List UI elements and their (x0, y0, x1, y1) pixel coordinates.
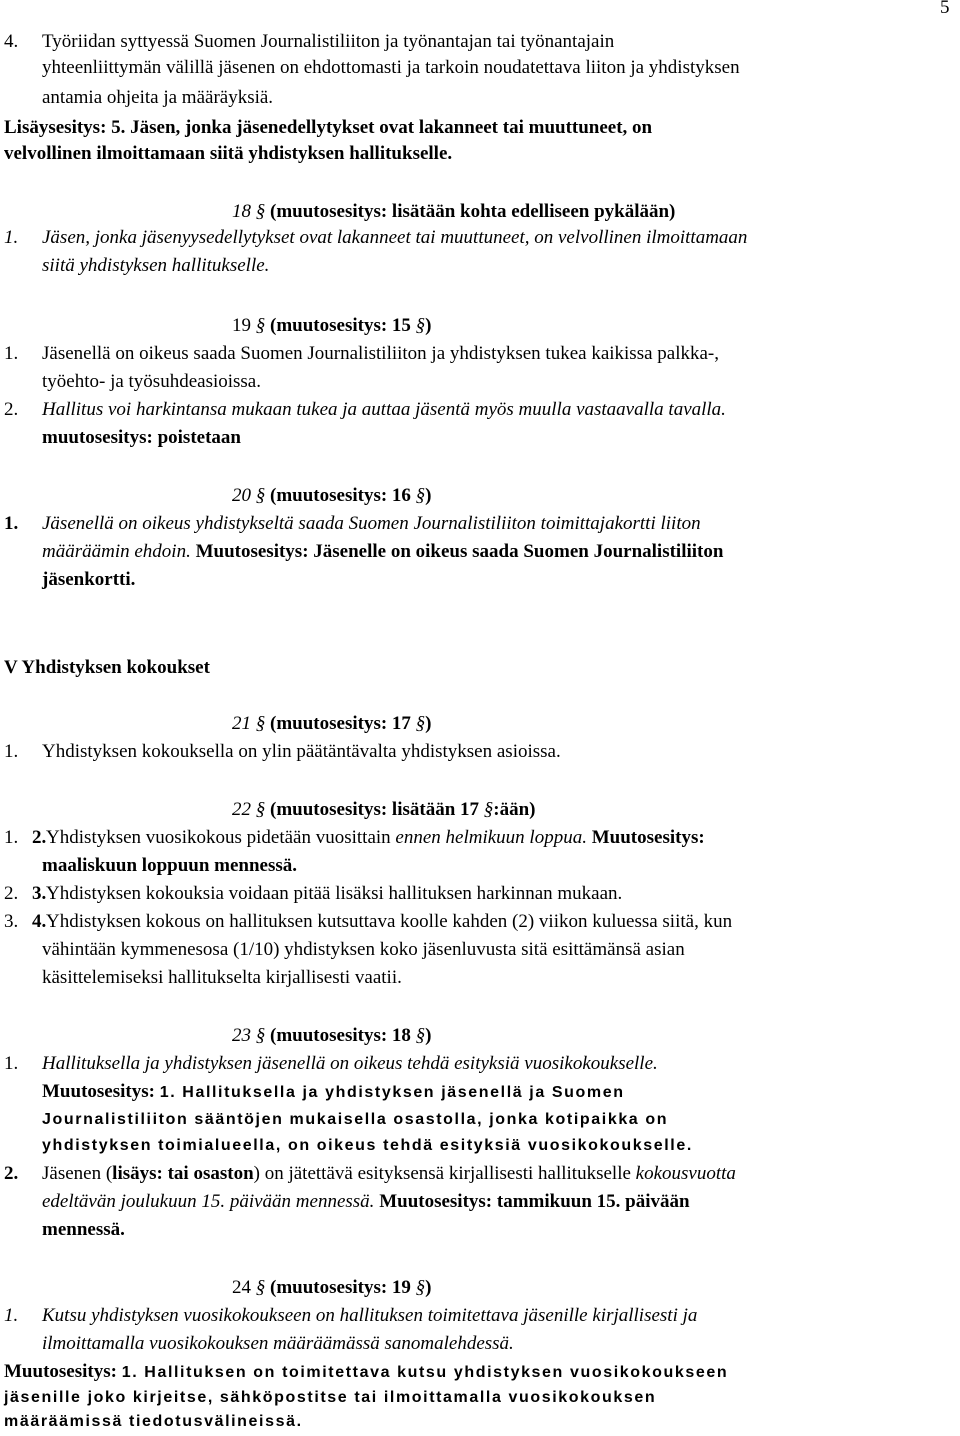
section-24-item-1: 1. Kutsu yhdistyksen vuosikokoukseen on hallituksen toimitettava jäsenille kirjallisesti ja (4, 1305, 698, 1326)
section-23-item-2-cont: edeltävän joulukuun 15. päivään mennessä. Muutosesitys: tammikuun 15. päivään (42, 1191, 690, 1212)
addition-5-line-2: velvollinen ilmoittamaan siitä yhdistyksen hallitukselle. (4, 143, 453, 164)
section-23-item-2: 2. Jäsenen (lisäys: tai osaston) on jätettävä esityksensä kirjallisesti hallitukselle kokousvuotta (4, 1163, 736, 1184)
section-20-item-1: 1. Jäsenellä on oikeus yhdistykseltä saada Suomen Journalistiliiton toimittajakortti liiton (4, 513, 701, 534)
section-19-item-1: 1. Jäsenellä on oikeus saada Suomen Journalistiliiton ja yhdistyksen tukea kaikissa palkka-, (4, 343, 720, 364)
item-4-line-1: 4. Työriidan syttyessä Suomen Journalistiliiton ja työnantajan tai työnantajain (4, 31, 615, 52)
section-24-amendment-line-2: jäsenille joko kirjeitse, sähköpostitse tai ilmoittamalla vuosikokouksen (4, 1389, 657, 1406)
section-22-item-a: 1. 2. Yhdistyksen vuosikokous pidetään vuosittain ennen helmikuun loppua. Muutosesitys: (4, 827, 705, 848)
section-20-item-1-cont: määräämin ehdoin. Muutosesitys: Jäsenelle on oikeus saada Suomen Journalistiliiton (42, 541, 724, 562)
section-23-item-2-end: mennessä. (42, 1219, 125, 1240)
section-20-item-1-end: jäsenkortti. (42, 569, 136, 590)
section-23-heading: 23 § (muutosesitys: 18 §) (232, 1025, 432, 1046)
section-22-item-c-cont-1: vähintään kymmenesosa (1/10) yhdistyksen koko jäsenluvusta sitä esittämänsä asian (42, 939, 685, 960)
section-24-amendment-line-1: Muutosesitys: 1. Hallituksen on toimitettava kutsu yhdistyksen vuosikokoukseen (4, 1361, 729, 1382)
section-23-amendment-line-3: yhdistyksen toimialueella, on oikeus tehdä esityksiä vuosikokoukselle. (42, 1137, 693, 1154)
addition-5-line-1: Lisäysesitys: 5. Jäsen, jonka jäsenedellytykset ovat lakanneet tai muuttuneet, on (4, 117, 653, 138)
section-18-item-1: 1. Jäsen, jonka jäsenyysedellytykset ovat lakanneet tai muuttuneet, on velvollinen ilmoittamaan (4, 227, 748, 248)
section-20-heading: 20 § (muutosesitys: 16 §) (232, 485, 432, 506)
section-19-heading: 19 § (muutosesitys: 15 §) (232, 315, 432, 336)
section-22-heading: 22 § (muutosesitys: lisätään 17 §:ään) (232, 799, 536, 820)
section-19-amendment: muutosesitys: poistetaan (42, 427, 241, 448)
section-18-item-1-cont: siitä yhdistyksen hallitukselle. (42, 255, 270, 276)
section-24-heading: 24 § (muutosesitys: 19 §) (232, 1277, 432, 1298)
section-22-item-b: 2. 3. Yhdistyksen kokouksia voidaan pitää lisäksi hallituksen harkinnan mukaan. (4, 883, 623, 904)
section-19-item-1-cont: työehto- ja työsuhdeasioissa. (42, 371, 261, 392)
section-23-amendment-line-2: Journalistiliiton sääntöjen mukaisella osastolla, jonka kotipaikka on (42, 1111, 669, 1128)
section-24-amendment-line-3: määräämissä tiedotusvälineissä. (4, 1413, 303, 1430)
item-4-line-2: yhteenliittymän välillä jäsenen on ehdottomasti ja tarkoin noudatettava liiton ja yhdistyksen (42, 57, 740, 78)
section-22-item-a-cont: maaliskuun loppuun mennessä. (42, 855, 298, 876)
section-18-heading: 18 § (muutosesitys: lisätään kohta edelliseen pykälään) (232, 201, 676, 222)
section-23-item-1: 1. Hallituksella ja yhdistyksen jäsenellä on oikeus tehdä esityksiä vuosikokoukselle. (4, 1053, 658, 1074)
section-19-item-2: 2. Hallitus voi harkintansa mukaan tukea ja auttaa jäsentä myös muulla vastaavalla tavalla. (4, 399, 726, 420)
section-24-item-1-cont: ilmoittamalla vuosikokouksen määräämässä sanomalehdessä. (42, 1333, 514, 1354)
section-23-amendment-line-1: Muutosesitys: 1. Hallituksella ja yhdistyksen jäsenellä ja Suomen (42, 1081, 625, 1102)
section-21-heading: 21 § (muutosesitys: 17 §) (232, 713, 432, 734)
item-4-line-3: antamia ohjeita ja määräyksiä. (42, 87, 274, 108)
section-22-item-c-cont-2: käsittelemiseksi hallitukselta kirjallisesti vaatii. (42, 967, 402, 988)
section-22-item-c: 3. 4. Yhdistyksen kokous on hallituksen kutsuttava koolle kahden (2) viikon kuluessa siitä, kun (4, 911, 733, 932)
section-21-item-1: 1. Yhdistyksen kokouksella on ylin päätäntävalta yhdistyksen asioissa. (4, 741, 561, 762)
page-number: 5 (940, 0, 950, 18)
section-v-heading: V Yhdistyksen kokoukset (4, 657, 210, 678)
